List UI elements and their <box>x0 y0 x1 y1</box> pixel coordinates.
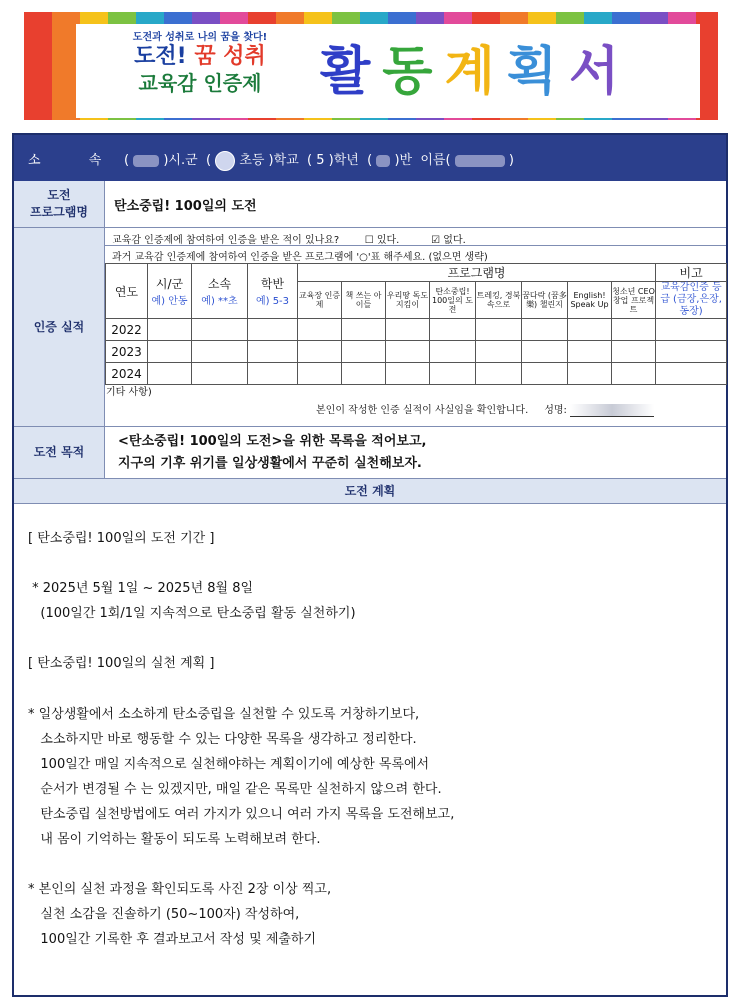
goal-text: <탄소중립! 100일의 도전>을 위한 목록을 적어보고, 지구의 기후 위기를 일상생활에서 꾸준히 실천해보자. <box>118 434 427 471</box>
col-note: 비고 <box>656 264 727 282</box>
program-col: 청소년 CEO 창업 프로젝트 <box>612 282 656 319</box>
logo-line2: 교육감 인증제 <box>138 71 262 95</box>
col-year: 연도 <box>106 264 148 319</box>
plan-line: (100일간 1회/1일 지속적으로 탄소중립 활동 실천하기) <box>28 606 356 621</box>
goal-label: 도전 목적 <box>14 427 105 478</box>
plan-line: [ 탄소중립! 100일의 도전 기간 ] <box>28 531 215 546</box>
redacted-name <box>455 155 505 167</box>
activity-plan-form <box>12 133 728 997</box>
checkbox-yes[interactable]: ☐ <box>364 235 374 246</box>
program-col: 꿈다락 (꿈多樂) 챌린지 <box>522 282 568 319</box>
checkbox-no[interactable]: ☑ <box>431 235 441 246</box>
plan-line: 실천 소감을 진솔하기 (50~100자) 작성하여, <box>28 907 300 922</box>
redacted-class <box>376 155 390 167</box>
page-title: 활동계획서 <box>320 42 632 102</box>
program-label: 도전 프로그램명 <box>14 181 105 227</box>
school-seal-icon <box>215 151 235 171</box>
affiliation-label: 소 속 <box>28 153 124 168</box>
program-col: 교육장 인증제 <box>298 282 342 319</box>
divider <box>14 426 726 427</box>
affiliation-row <box>14 135 726 181</box>
note-example: 교육감인증 등급 (금장,은장,동장) <box>656 282 727 319</box>
banner <box>24 12 718 120</box>
col-school: 소속 예) **초 <box>192 264 248 319</box>
program-col: English! Speak Up <box>568 282 612 319</box>
program-col: 트레킹, 경북 속으로 <box>476 282 522 319</box>
table-row: 2023 <box>106 341 727 363</box>
col-city: 시/군 예) 안동 <box>148 264 192 319</box>
col-programs: 프로그램명 <box>298 264 656 282</box>
plan-line: 순서가 변경될 수 는 있겠지만, 매일 같은 목록만 실천하지 않으려 한다. <box>28 782 442 797</box>
redacted-city <box>133 155 159 167</box>
plan-line: 100일간 매일 지속적으로 실천해야하는 계획이기에 예상한 목록에서 <box>28 757 430 772</box>
plan-line: [ 탄소중립! 100일의 실천 계획 ] <box>28 656 215 671</box>
plan-line: * 본인의 실천 과정을 확인되도록 사진 2장 이상 찍고, <box>28 882 332 897</box>
plan-line: 100일간 기록한 후 결과보고서 작성 및 제출하기 <box>28 932 317 947</box>
col-class: 학반 예) 5-3 <box>248 264 298 319</box>
affiliation-info: ( )시.군 ( 초등 )학교 ( 5 )학년 ( )반 이름( ) <box>124 149 514 171</box>
table-row: 2024 <box>106 363 727 385</box>
logo-subtitle: 도전과 성취로 나의 꿈을 찾다! <box>132 32 268 43</box>
logo <box>110 26 290 116</box>
divider <box>105 245 726 246</box>
program-col: 탄소중립! 100일의 도전 <box>430 282 476 319</box>
cert-label: 인증 실적 <box>14 228 105 426</box>
confirm-statement: 본인이 작성한 인증 실적이 사실임을 확인합니다. 성명: <box>316 401 654 417</box>
plan-line: * 2025년 5월 1일 ~ 2025년 8월 8일 <box>28 581 254 596</box>
plan-line: 소소하지만 바로 행동할 수 있는 다양한 목록을 생각하고 정리한다. <box>28 732 417 747</box>
etc-notes-label: 기타 사항) <box>106 387 152 398</box>
table-row: 2022 <box>106 319 727 341</box>
logo-line1: 도전! 꿈 성취 <box>134 44 266 69</box>
cert-question: 교육감 인증제에 참여하여 인증을 받은 적이 있나요? ☐ 있다. ☑ 없다. <box>112 235 466 246</box>
program-col: 우리땅 독도 지킴이 <box>386 282 430 319</box>
divider <box>14 227 726 228</box>
plan-line: 탄소중립 실천방법에도 여러 가지가 있으니 여러 가지 목록을 도전해보고, <box>28 807 455 822</box>
plan-line: * 일상생활에서 소소하게 탄소중립을 실천할 수 있도록 거창하기보다, <box>28 707 420 722</box>
program-name: 탄소중립! 100일의 도전 <box>114 199 257 214</box>
program-col: 책 쓰는 아이들 <box>342 282 386 319</box>
cert-table <box>105 263 727 385</box>
plan-line: 내 몸이 기억하는 활동이 되도록 노력해보려 한다. <box>28 832 321 847</box>
signature <box>570 404 654 417</box>
plan-header: 도전 계획 <box>14 478 726 504</box>
cert-instruction: 과거 교육감 인증제에 참여하여 인증을 받은 프로그램에 '○'표 해주세요. (없으면 생략) <box>112 252 488 263</box>
